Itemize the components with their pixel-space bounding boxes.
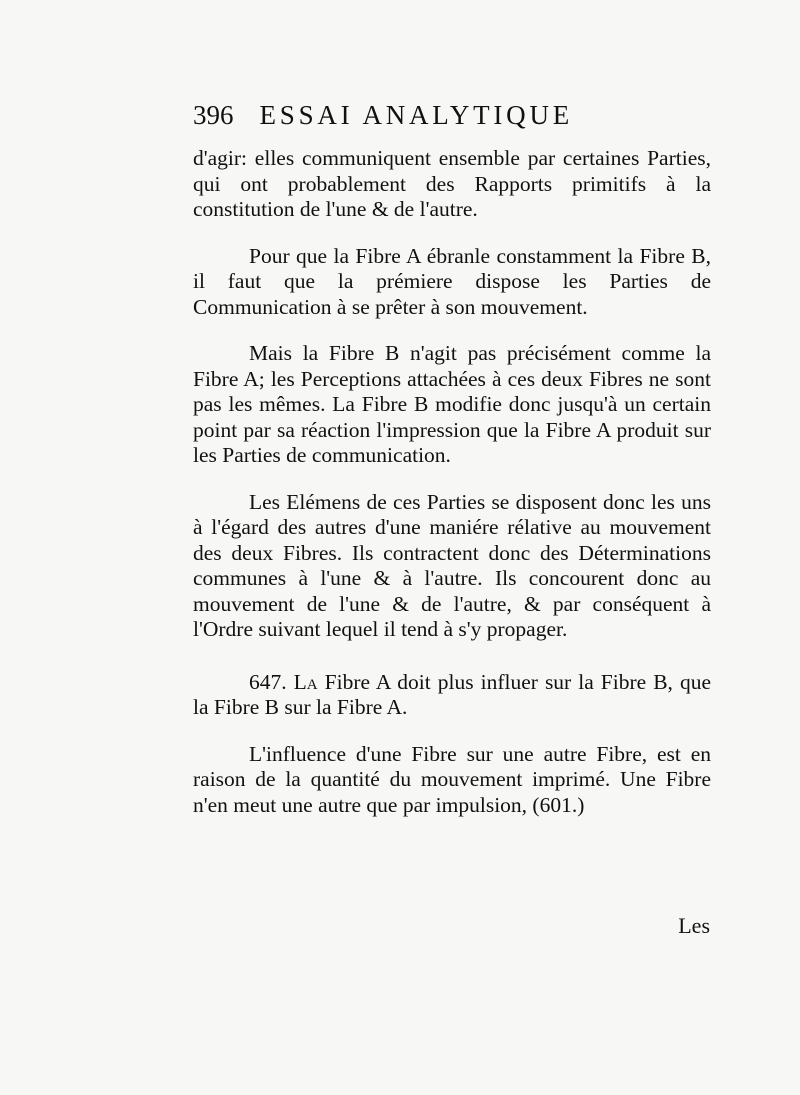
catchword: Les: [678, 913, 710, 938]
running-title: ESSAI ANALYTIQUE: [259, 100, 574, 130]
article-647: [193, 670, 711, 721]
page-body: [193, 146, 711, 818]
article-number: 647.: [249, 669, 287, 694]
article-lead: La: [293, 669, 318, 694]
paragraph-final: L'influence d'une Fibre sur une autre Fibre, est en raison de la quantité du mouvement imprimé. Une Fibre n'en meut une autre que par impulsion, (601.): [193, 741, 711, 817]
paragraph-4: Les Elémens de ces Parties se disposent donc les uns à l'égard des autres d'une maniére rélative au mouvement des deux Fibres. Ils contractent donc des Déterminations communes à l'une & à l'autre. Ils concourent donc au mouvement de l'une & de l'autre, & par conséquent à l'Ordre suivant lequel il tend à s'y propager.: [193, 489, 711, 641]
paragraph-3: Mais la Fibre B n'agit pas précisément comme la Fibre A; les Perceptions attachées à ces deux Fibres ne sont pas les mêmes. La Fibre B modifie donc jusqu'à un certain point par sa réaction l'impression que la Fibre A produit sur les Parties de communication.: [193, 341, 711, 467]
article-text: Fibre A doit plus influer sur la Fibre B, que la Fibre B sur la Fibre A.: [193, 669, 711, 719]
paragraph-1: d'agir: elles communiquent ensemble par certaines Parties, qui ont probablement des Rapports primitifs à la constitution de l'une & de l'autre.: [193, 146, 711, 221]
page-number: 396: [193, 100, 234, 130]
running-header: [193, 100, 633, 131]
paragraph-2: Pour que la Fibre A ébranle constamment la Fibre B, il faut que la prémiere dispose les Parties de Communication à se prêter à son mouvement.: [193, 243, 711, 319]
